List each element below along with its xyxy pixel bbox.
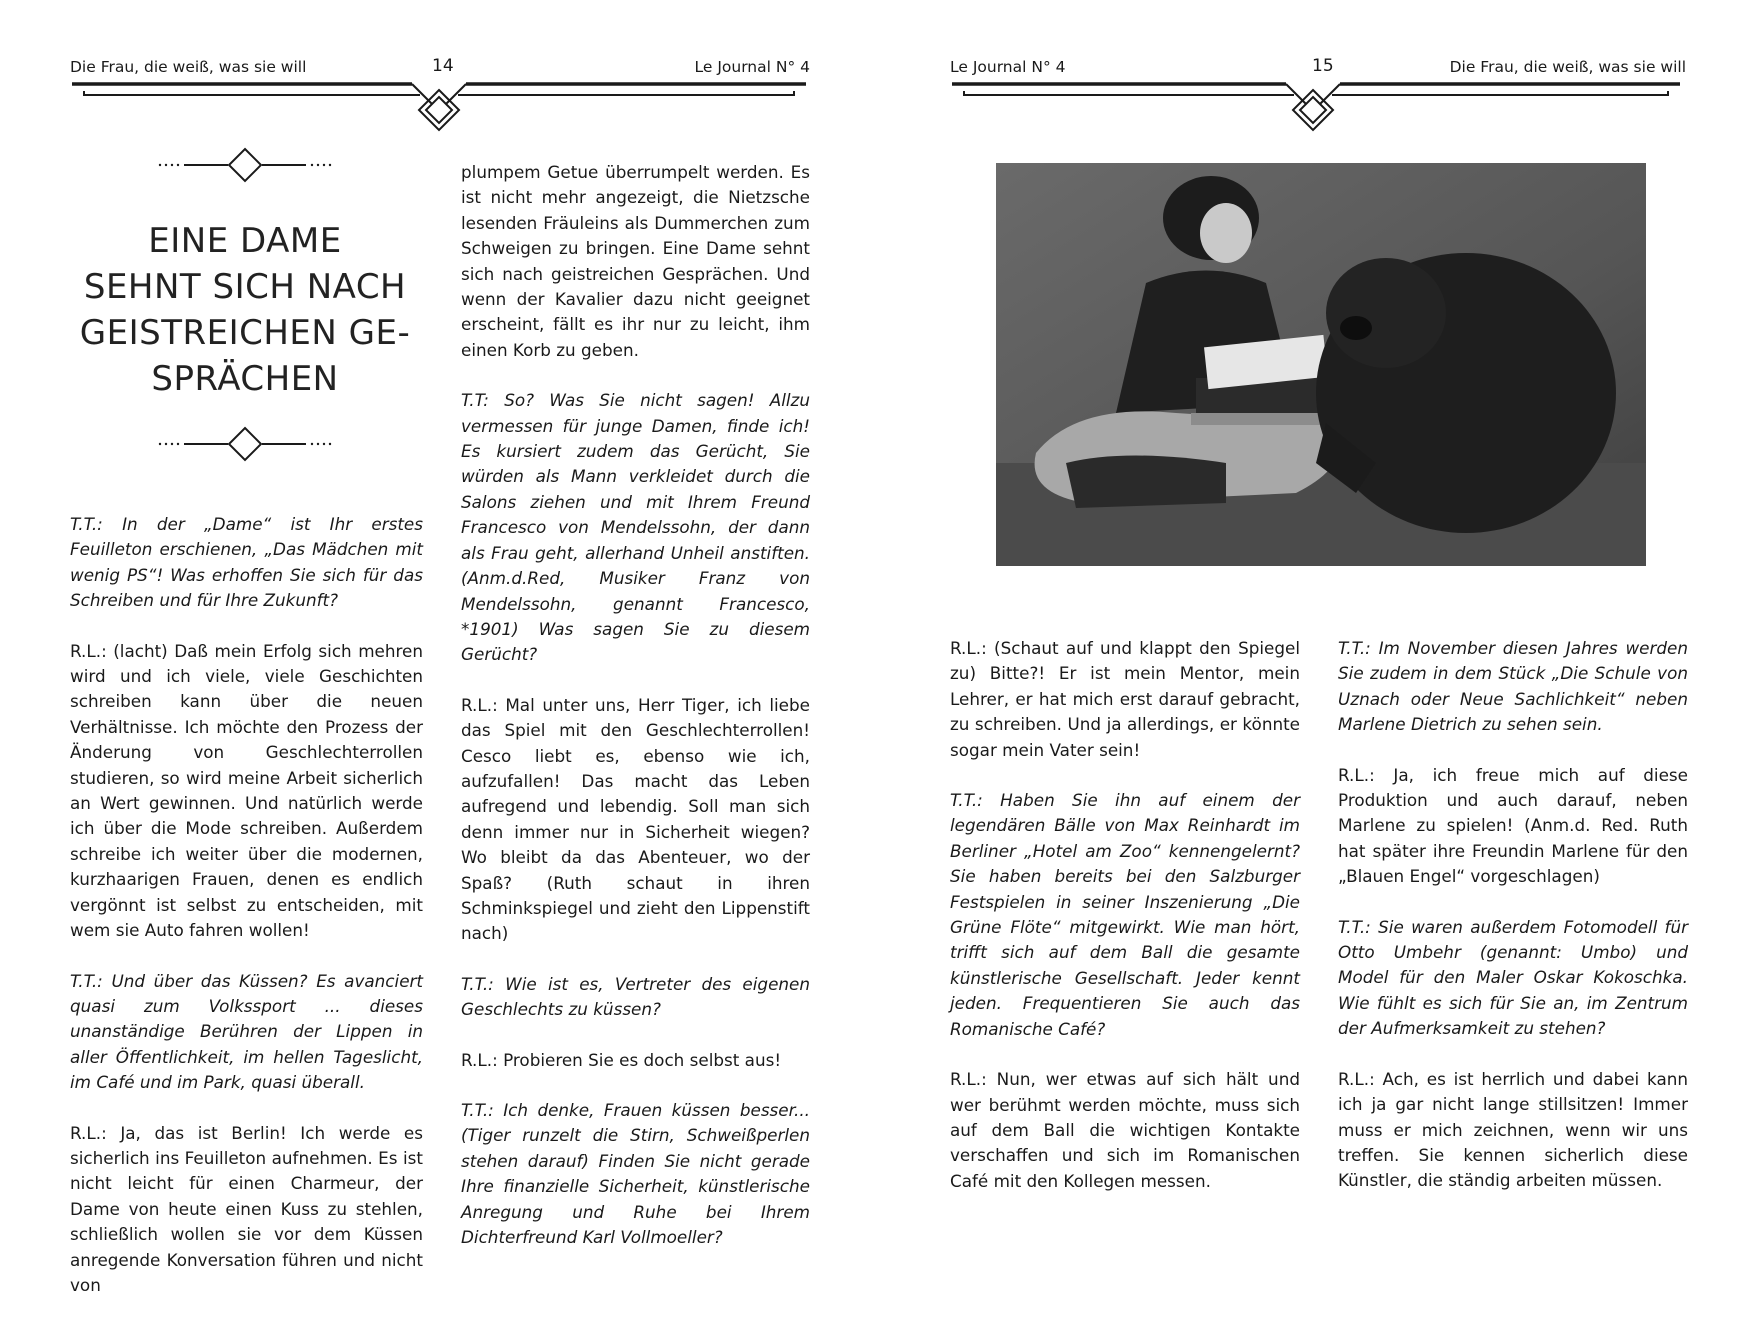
article-title xyxy=(70,218,420,402)
interview-answer: R.L.: Nun, wer etwas auf sich hält und wer berühmt werden möchte, muss sich auf dem Ball die wichtigen Kontakte verschaffen und sich im Romanischen Café mit den Kollegen messen. xyxy=(950,1069,1300,1191)
interview-answer: R.L.: Ja, ich freue mich auf diese Produktion und auch darauf, neben Marlene zu spielen! (Anm.d. Red. Ruth hat später ihre Freundin Marlene für den „Blauen Engel“ vorgeschlagen) xyxy=(1338,764,1688,887)
interview-question: T.T.: Wie ist es, Vertreter des eigenen Geschlechts zu küssen? xyxy=(461,973,810,1020)
interview-answer: R.L.: (Schaut auf und klappt den Spiegel zu) Bitte?! Er ist mein Mentor, mein Lehrer, er hat mich erst darauf gebracht, zu schreiben. Und ja allerdings, er könnte sogar mein Vater sein! xyxy=(950,638,1300,760)
interview-question: T.T.: Ich denke, Frauen küssen besser... (Tiger runzelt die Stirn, Schweißperlen stehen darauf) Finden Sie nicht gerade Ihre finanzielle Sicherheit, künstlerische Anregung und Ruhe bei Ihrem Dichterfreund Karl Vollmoeller? xyxy=(461,1100,810,1248)
page-number-left: 14 xyxy=(432,56,454,76)
photo-illustration xyxy=(996,163,1646,566)
running-header-right: Die Frau, die weiß, was sie will xyxy=(1449,58,1686,76)
interview-question: T.T: So? Was Sie nicht sagen! Allzu vermessen für junge Damen, finde ich! Es kursiert zudem das Gerücht, Sie würden als Mann verkleidet durch die Salons ziehen und mit Ihrem Freund Francesco von Mendelssohn, der dann als Frau geht, allerhand Unheil anstiften. (Anm.d.Red, Musiker Franz von Mendelssohn, genannt Francesco, *1901) Was sagen Sie zu diesem Gerücht? xyxy=(461,390,810,665)
title-line: GEISTREICHEN GE- xyxy=(79,313,411,353)
title-ornament-top xyxy=(150,148,340,180)
text-column-2 xyxy=(461,160,810,1275)
title-line: SEHNT SICH NACH xyxy=(83,267,407,307)
title-line: EINE DAME xyxy=(148,221,342,261)
text-column-4 xyxy=(1338,636,1688,1219)
title-line: SPRÄCHEN xyxy=(151,359,339,399)
text-column-1 xyxy=(70,512,423,1323)
interview-answer: R.L.: Mal unter uns, Herr Tiger, ich liebe das Spiel mit den Geschlechterrollen! Cesco liebt es, ebenso wie ich, aufzufallen! Das macht das Leben aufregend und lebendig. Soll man sich denn immer nur in Sicherheit wiegen? Wo bleibt da das Abenteuer, wo der Spaß? (Ruth schaut in ihren Schminkspiegel und zieht den Lippenstift nach) xyxy=(461,694,810,944)
interview-question: T.T.: Haben Sie ihn auf einem der legendären Bälle von Max Reinhardt im Berliner „Hotel am Zoo“ kennengelernt? Sie haben bereits bei den Salzburger Festspielen in seiner Inszenierung „Die Grüne Flöte“ mitgewirkt. Wie man hört, trifft sich auf dem Ball die gesamte künstlerische Gesellschaft. Jeder kennt jeden. Frequentieren Sie auch das Romanische Café? xyxy=(950,790,1300,1039)
interview-answer: R.L.: Probieren Sie es doch selbst aus! xyxy=(461,1049,782,1070)
text-column-3 xyxy=(950,636,1300,1219)
header-ornament-right xyxy=(874,0,1748,140)
interview-question: T.T.: Im November diesen Jahres werden Sie zudem in dem Stück „Die Schule von Uznach oder Neue Sachlichkeit“ neben Marlene Dietrich zu sehen sein. xyxy=(1338,638,1688,735)
interview-answer: R.L.: Ja, das ist Berlin! Ich werde es sicherlich ins Feuilleton aufnehmen. Es ist nicht leicht für einen Charmeur, der Dame von heute einen Kuss zu stehlen, schließlich wollen sie vor dem Küssen anregende Konversation führen und nicht von xyxy=(70,1122,423,1295)
photo-woman-with-dog xyxy=(996,163,1646,566)
running-header-left: Die Frau, die weiß, was sie will xyxy=(70,58,307,76)
header-ornament-left xyxy=(0,0,874,140)
running-header-left: Le Journal N° 4 xyxy=(950,58,1066,76)
interview-answer: R.L.: (lacht) Daß mein Erfolg sich mehren wird und ich viele, viele Geschichten schreiben kann über die neuen Verhältnisse. Ich möchte den Prozess der Änderung von Geschlechterrollen studieren, so wird meine Arbeit sicherlich an Wert gewinnen. Und natürlich werde ich über die Mode schreiben. Außerdem schreibe ich weiter über die modernen, kurzhaarigen Frauen, denen es endlich vergönnt ist selbst zu entscheiden, mit wem sie Auto fahren wollen! xyxy=(70,640,423,941)
interview-question: T.T.: Sie waren außerdem Fotomodell für Otto Umbehr (genannt: Umbo) und Model für den Maler Oskar Kokoschka. Wie fühlt es sich für Sie an, im Zentrum der Aufmerksamkeit zu stehen? xyxy=(1338,916,1688,1039)
interview-answer: R.L.: Ach, es ist herrlich und dabei kann ich ja gar nicht lange stillsitzen! Immer muss er mich zeichnen, wenn wir uns treffen. Sie kennen sicherlich diese Künstler, die ständig arbeiten müssen. xyxy=(1338,1068,1688,1191)
page-number-right: 15 xyxy=(1312,56,1334,76)
interview-answer: plumpem Getue überrumpelt werden. Es ist nicht mehr angezeigt, die Nietzsche lesenden Fräuleins als Dummerchen zum Schweigen zu bringen. Eine Dame sehnt sich nach geistreichen Gesprächen. Und wenn der Kavalier dazu nicht geeignet erscheint, fällt es ihr nur zu leicht, ihm einen Korb zu geben. xyxy=(461,162,810,360)
interview-question: T.T.: In der „Dame“ ist Ihr erstes Feuilleton erschienen, „Das Mädchen mit wenig PS“! Was erhoffen Sie sich für das Schreiben und für Ihre Zukunft? xyxy=(70,514,423,611)
running-header-right: Le Journal N° 4 xyxy=(694,58,810,76)
interview-question: T.T.: Und über das Küssen? Es avanciert quasi zum Volkssport ... dieses unanständige Berühren der Lippen in aller Öffentlichkeit, im hellen Tageslicht, im Café und im Park, quasi überall. xyxy=(70,970,423,1093)
title-ornament-bottom xyxy=(150,427,340,461)
